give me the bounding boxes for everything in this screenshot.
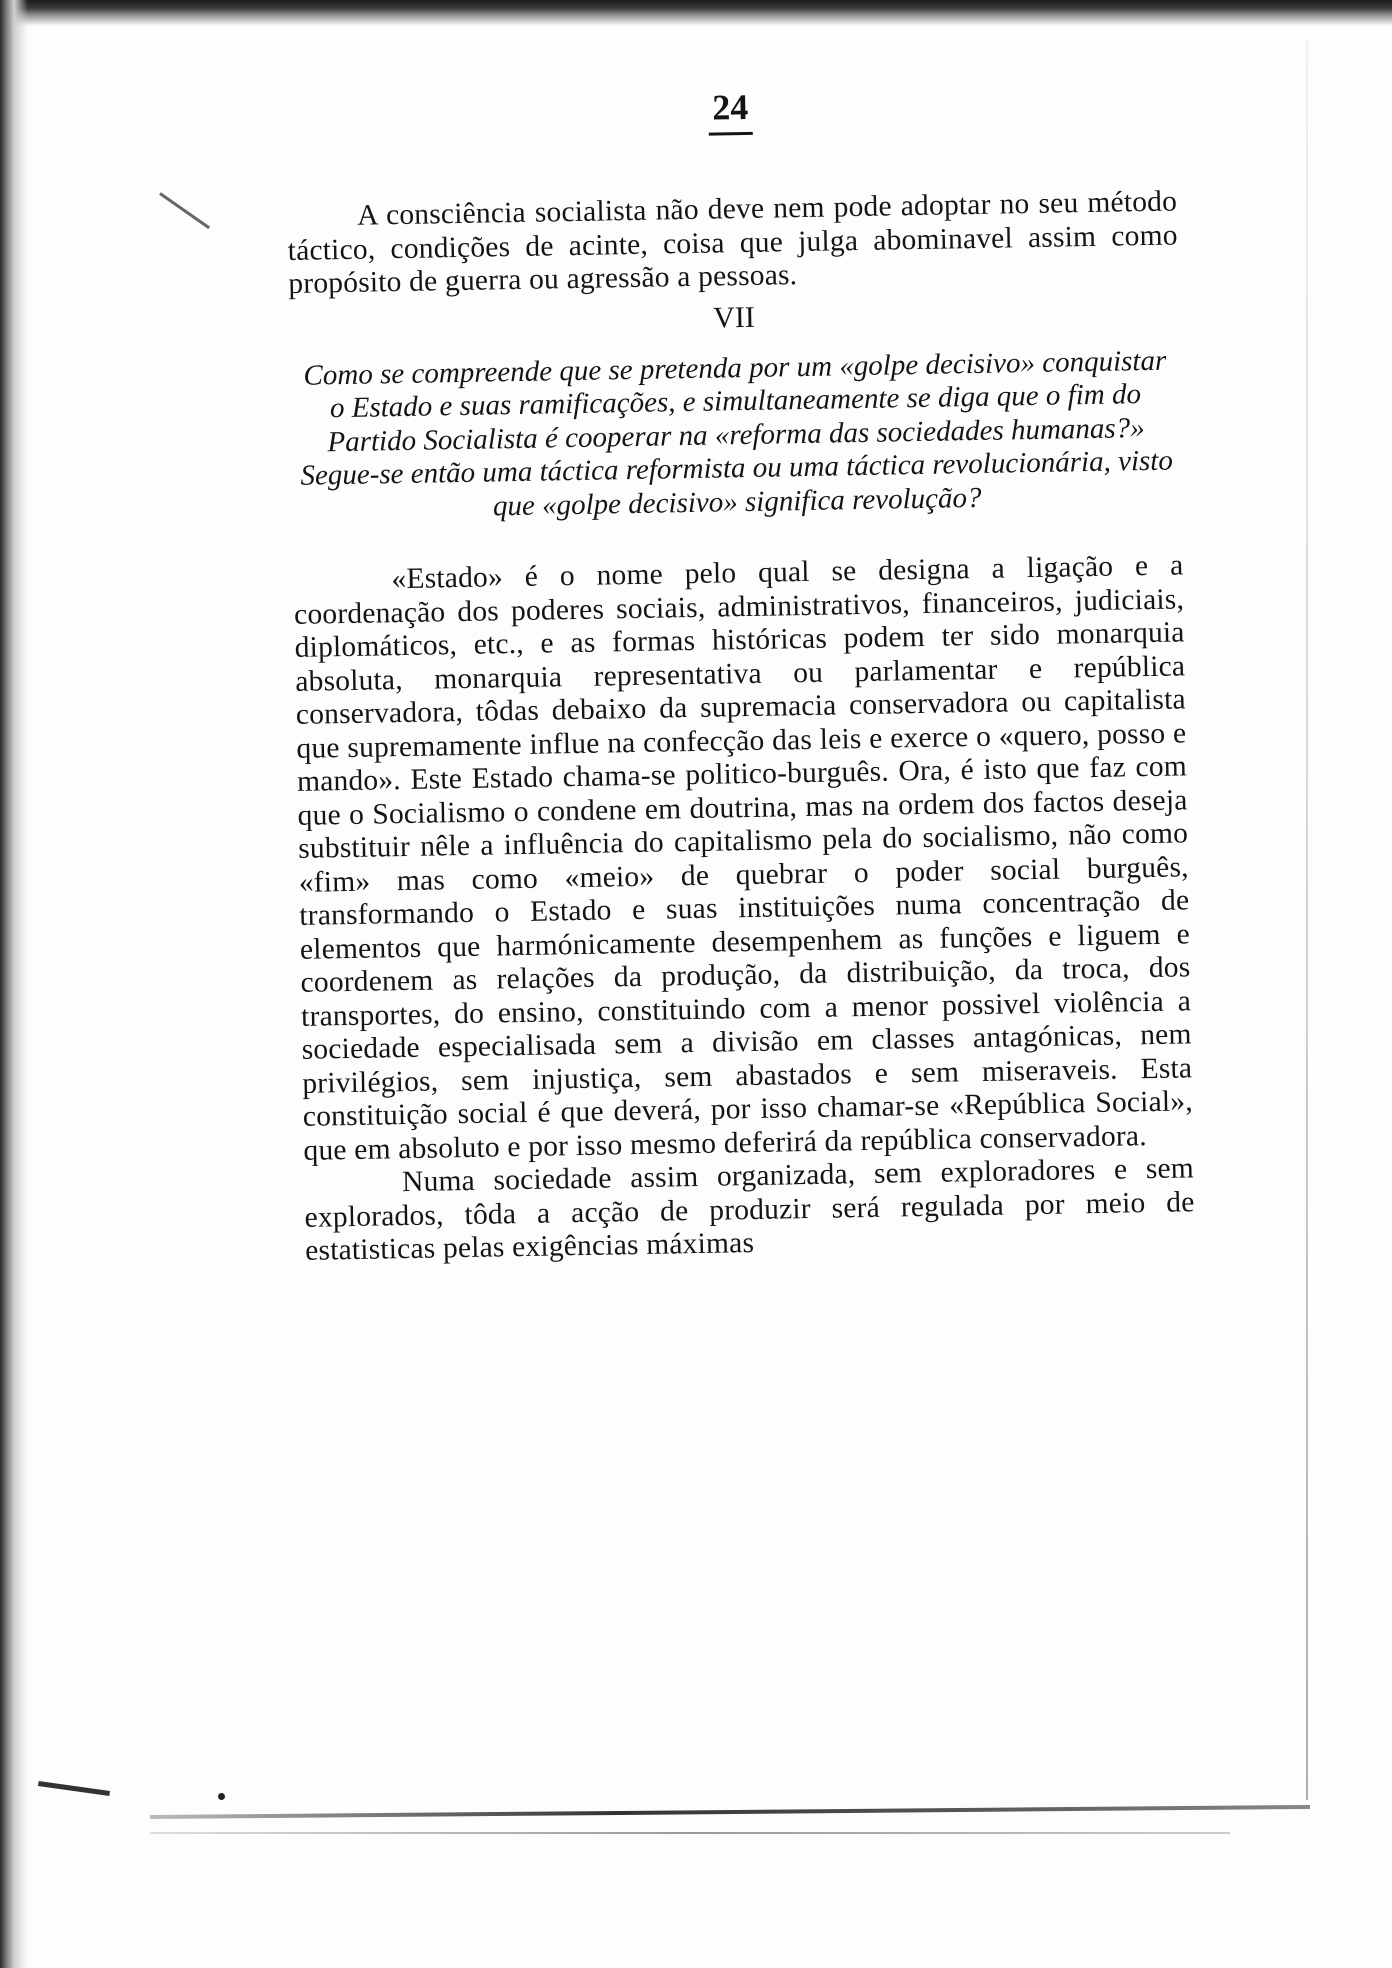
section-question: Como se compreende que se pretenda por um «golpe decisivo» conquistar o Estado e suas ramificações, e simultaneamente se diga que o fim do Partido Socialista é cooperar na «reforma das sociedades humanas?» Segue-se então uma táctica reformista ou uma táctica revolucionária, visto que «golpe decisivo» significa revolução? [300,344,1174,522]
stray-mark-top-left [159,192,210,229]
section-heading: VII [712,300,756,335]
text-block [285,76,1195,1268]
stray-mark-bottom-left [38,1781,110,1796]
page-right-edge [1306,40,1308,1800]
body-paragraph-2: Numa sociedade assim organizada, sem exploradores e sem explorados, tôda a acção de produzir será regulada por meio de estatisticas pelas exigências máximas [304,1152,1195,1267]
body-paragraph-1: «Estado» é o nome pelo qual se designa a ligação e a coordenação dos poderes sociais, administrativos, financeiros, judiciais, diplomáticos, etc., e as formas históricas podem ter sido monarquia absoluta, monarquia representativa ou parlamentar e república conservadora, tôdas debaixo da supremacia conservadora ou capitalista que supremamente influe na confecção das leis e exerce o «quero, posso e mando». Este Estado chama-se politico-burguês. Ora, é isto que faz com que o Socialismo o condene em doutrina, mas na ordem dos factos deseja substituir nêle a influência do capitalismo pela do socialismo, não como «fim» mas como «meio» de quebrar o poder social burguês, transformando o Estado e suas instituições numa concentração de elementos que harmónicamente desempenhem as funções e liguem e coordenem as relações da produção, da distribuição, da troca, dos transportes, do ensino, constituindo com a menor possivel violência a sociedade especialisada sem a divisão em classes antagónicas, nem privilégios, sem injustiça, sem abastados e sem miseraveis. Esta constituição social é que deverá, por isso chamar-se «República Social», que em absoluto e por isso mesmo deferirá da república conservadora. [293,549,1194,1167]
page-bottom-edge [150,1805,1310,1819]
page-bottom-shadow [150,1832,1230,1834]
scan-left-edge [0,0,28,1968]
page-number [285,76,1176,143]
page-number-text: 24 [708,84,753,136]
stray-dot-bottom [218,1793,225,1800]
scan-top-edge [0,0,1392,26]
intro-paragraph: A consciência socialista não deve nem pode adoptar no seu método táctico, condições de acinte, coisa que julga abominavel assim como propósito de guerra ou agressão a pessoas. [287,185,1178,300]
